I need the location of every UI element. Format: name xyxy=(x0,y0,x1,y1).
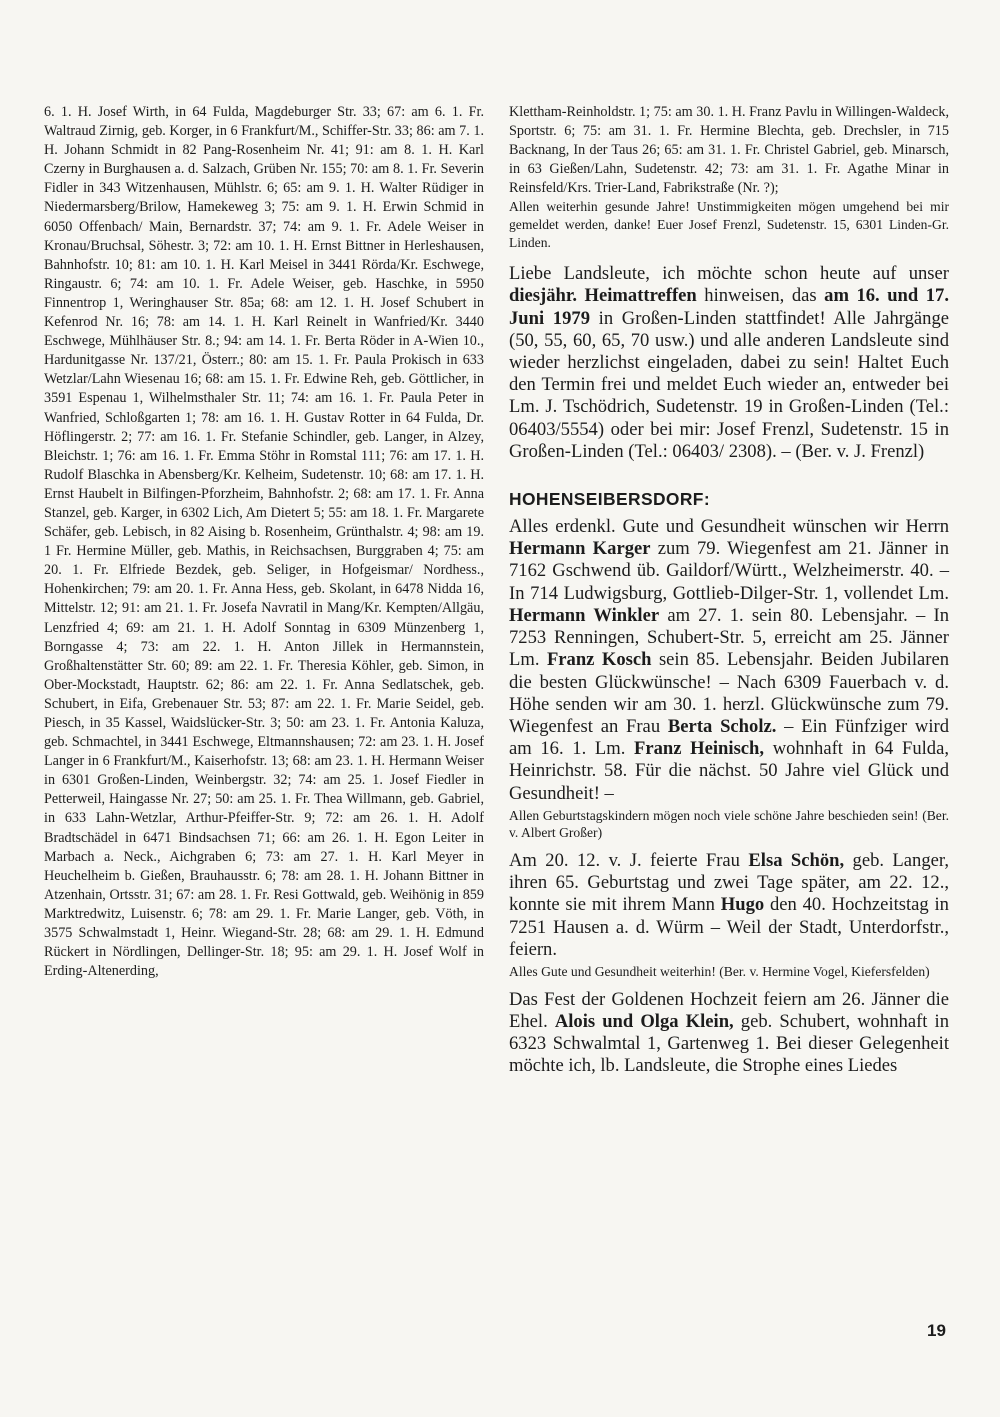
left-column xyxy=(44,103,484,981)
meeting-announcement: Liebe Landsleute, ich möchte schon heute auf unser diesjähr. Heimattreffen hinweisen, das am 16. und 17. Juni 1979 in Großen-Linden stattfindet! Alle Jahrgänge (50, 55, 60, 65, 70 usw.) und alle anderen Landsleute sind wieder herzlichst eingeladen, dabei zu sein! Haltet Euch den Termin frei und meldet Euch wieder an, entweder bei Lm. J. Tschödrich, Sudetenstr. 19 in Großen-Linden (Tel.: 06403/5554) oder bei mir: Josef Frenzl, Sudetenstr. 15 in Großen-Linden (Tel.: 06403/ 2308). – (Ber. v. J. Frenzl) xyxy=(509,263,949,462)
anniversary-note: Alles Gute und Gesundheit weiterhin! (Ber. v. Hermine Vogel, Kiefersfelden) xyxy=(509,963,930,979)
birthday-note: Allen Geburtstagskindern mögen noch viele schöne Jahre beschieden sein! (Ber. v. Albert Großer) xyxy=(509,807,949,841)
section-heading: HOHENSEIBERSDORF: xyxy=(509,489,711,510)
golden-wedding-paragraph: Das Fest der Goldenen Hochzeit feiern am 26. Jänner die Ehel. Alois und Olga Klein, geb. Schubert, wohnhaft in 6323 Schwalmtal 1, Gartenweg 1. Bei dieser Gelegenheit möchte ich, lb. Landsleute, die Strophe eines Liedes xyxy=(509,988,949,1077)
right-column xyxy=(509,103,949,1077)
wishes-note: Allen weiterhin gesunde Jahre! Unstimmigkeiten mögen umgehend bei mir gemeldet werden, danke! Euer Josef Frenzl, Sudetenstr. 15, 6301 Linden-Gr. Linden. xyxy=(509,199,949,250)
birthday-list-continuation: Klettham-Reinholdstr. 1; 75: am 30. 1. H. Franz Pavlu in Willingen-Waldeck, Sportstr. 6; 75: am 31. 1. Fr. Hermine Blechta, geb. Drechsler, in 715 Backnang, In der Taus 26; 65: am 31. 1. Fr. Christel Gabriel, geb. Minarsch, in 63 Gießen/Lahn, Sudetenstr. 42; 73: am 31. 1. Fr. Agathe Minar in Reinsfeld/Krs. Trier-Land, Fabrikstraße (Nr. ?); xyxy=(509,104,949,197)
birthday-list: 6. 1. H. Josef Wirth, in 64 Fulda, Magdeburger Str. 33; 67: am 6. 1. Fr. Waltraud Zirnig, geb. Korger, in 6 Frankfurt/M., Schiffer-Str. 33; 86: am 7. 1. H. Johann Schmidt in 82 Pang-Rosenheim Nr. 41; 91: am 8. 1. H. Karl Czerny in Burghausen a. d. Salzach, Grüben Nr. 155; 70: am 8. 1. Fr. Severin Fidler in 343 Witzenhausen, Mühlstr. 6; 65: am 9. 1. H. Walter Rüdiger in Niedermarsberg/Brilow, Hamekeweg 3; 75: am 9. 1. H. Erwin Schmid in 6050 Offenbach/ Main, Bernardstr. 37; 74: am 9. 1. Fr. Adele Weiser in Kronau/Bruchsal, Söhestr. 3; 72: am 10. 1. H. Ernst Bittner in Herleshausen, Bahnhofstr. 10; 81: am 10. 1. H. Karl Meisel in 3441 Rörda/Kr. Eschwege, Ringaustr. 6; 74: am 10. 1. Fr. Adele Weiser, geb. Haschke, in 5950 Finnentrop 1, Weringhauser Str. 85a; 68: am 12. 1. H. Josef Schubert in Kefenrod Nr. 16; 78: am 14. 1. H. Karl Reinelt in Wanfried/Kr. 3440 Eschwege, Mühlhäuser Str. 8.; 94: am 14. 1. Fr. Berta Röder in A-Wien 10., Hardunitgasse Nr. 137/21, Österr.; 80: am 15. 1. Fr. Paula Prokisch in 633 Wetzlar/Lahn Wiesenau 16; 68: am 15. 1. Fr. Edwine Reh, geb. Göttlicher, in 3591 Espenau 1, Wilhelmsthaler Str. 11; 74: am 16. 1. Fr. Paula Peter in Wanfried, Schloßgarten 1; 78: am 16. 1. H. Gustav Rotter in 64 Fulda, Dr. Höflingerstr. 2; 77: am 16. 1. Fr. Stefanie Schindler, geb. Langer, in Alzey, Bleichstr. 1; 76: am 16. 1. Fr. Emma Stöhr in Romstal 111; 76: am 17. 1. H. Rudolf Blaschka in Abensberg/Kr. Kelheim, Sudetenstr. 10; 68: am 17. 1. H. Ernst Haubelt in Bilfingen-Pforzheim, Bahnhofstr. 2; 68: am 17. 1. Fr. Anna Stanzel, geb. Karger, in 6302 Lich, Am Dietert 5; 55: am 18. 1. Fr. Margarete Schäfer, geb. Lebisch, in 82 Aising b. Rosenheim, Grünthalstr. 4; 98: am 19. 1 Fr. Hermine Müller, geb. Mathis, in Reichsachsen, Burggraben 4; 75: am 20. 1. Fr. Elfriede Bezdek, geb. Seliger, in Hofgeismar/ Nordhess., Hohenkirchen; 79: am 20. 1. Fr. Anna Hess, geb. Skolant, in 6478 Nidda 16, Mittelstr. 12; 91: am 21. 1. Fr. Josefa Navratil in Mang/Kr. Kempten/Allgäu, Lenzfried 4; 69: am 21. 1. H. Adolf Sonntag in 6309 Münzenberg 1, Borngasse 4; 73: am 22. 1. H. Anton Jillek in Hermannstein, Großhaltenstätter Str. 60; 89: am 22. 1. Fr. Theresia Köhler, geb. Simon, in Ober-Mockstadt, Hauptstr. 62; 86: am 22. 1. Fr. Anna Sedlatschek, geb. Schubert, in Eifa, Grebenauer Str. 53; 87: am 22. 1. Fr. Marie Seidel, geb. Piesch, in 35 Kassel, Waidslücker-Str. 3; 50: am 23. 1. Fr. Antonia Kaluza, geb. Schmachtel, in 3441 Eschwege, Eltmannshausen; 72: am 23. 1. H. Josef Langer in 6 Frankfurt/M., Kaiserhofstr. 13; 68: am 23. 1. H. Hermann Weiser in 6301 Großen-Linden, Weinbergstr. 32; 74: am 25. 1. Josef Fiedler in Petterweil, Haingasse Nr. 27; 50: am 25. 1. Fr. Thea Willmann, geb. Gabriel, in 633 Lahn-Wetzlar, Arthur-Pfeiffer-Str. 9; 72: am 26. 1. H. Adolf Bradtschädel in 6471 Bindsachsen 71; 66: am 26. 1. H. Egon Leiter in Marbach a. Neck., Aichgraben 6; 73: am 27. 1. H. Karl Meyer in Heuchelheim b. Gießen, Brauhausstr. 6; 78: am 28. 1. H. Johann Bittner in Atzenhain, Ortsstr. 31; 67: am 28. 1. Fr. Resi Gottwald, geb. Weihönig in 859 Marktredwitz, Luisenstr. 6; 78: am 29. 1. Fr. Marie Langer, geb. Vöth, in 3575 Schwalmstadt 1, Heinr. Wiegand-Str. 28; 68: am 29. 1. H. Edmund Rückert in Nördlingen, Dellinger-Str. 18; 95: am 29. 1. H. Josef Wolf in Erding-Altenerding, xyxy=(44,104,484,980)
page-number: 19 xyxy=(927,1321,946,1340)
birthday-paragraph: Alles erdenkl. Gute und Gesundheit wünschen wir Herrn Hermann Karger zum 79. Wiegenfest am 21. Jänner in 7162 Gschwend üb. Gaildorf/Württ., Welzheimerstr. 40. – In 714 Ludwigsburg, Gottlieb-Dilger-Str. 1, vollendet Lm. Hermann Winkler am 27. 1. sein 80. Lebensjahr. – In 7253 Renningen, Schubert-Str. 5, erreicht am 25. Jänner Lm. Franz Kosch sein 85. Lebensjahr. Beiden Jubilaren die besten Glückwünsche! – Nach 6309 Fauerbach v. d. Höhe senden wir am 30. 1. herzl. Glückwünsche zum 79. Wiegenfest an Frau Berta Scholz. – Ein Fünfziger wird am 16. 1. Lm. Franz Heinisch, wohnhaft in 64 Fulda, Heinrichstr. 58. Für die nächst. 50 Jahre viel Glück und Gesundheit! – xyxy=(509,516,950,804)
anniversary-paragraph: Am 20. 12. v. J. feierte Frau Elsa Schön, geb. Langer, ihren 65. Geburtstag und zwei Tage später, am 22. 12., konnte sie mit ihrem Mann Hugo den 40. Hochzeitstag in 7251 Hausen a. d. Würm – Weil der Stadt, Unterdorfstr., feiern. xyxy=(509,849,949,960)
